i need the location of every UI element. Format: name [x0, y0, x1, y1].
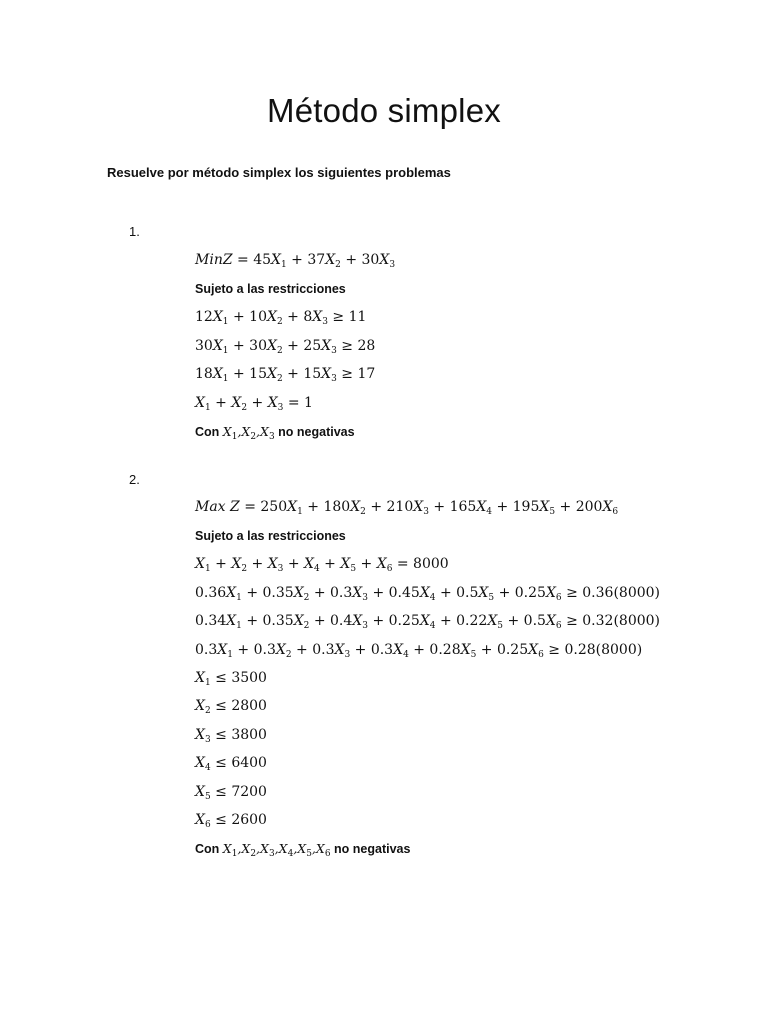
- page-title: Método simplex: [267, 92, 501, 129]
- problem-1-constraint: $12X_1 + 10X_2 + 8X_3 \ge 11$: [195, 309, 367, 327]
- instruction: Resuelve por método simplex los siguientes problemas: [107, 165, 451, 180]
- problem-2-constraint: $X_1 \le 3500$: [195, 670, 267, 688]
- problem-2-constraint: $X_2 \le 2800$: [195, 698, 267, 716]
- problem-1-nonnegativity: Con $X_1,X_2,X_3$ no negativas: [195, 424, 355, 442]
- problem-1-constraint: $X_1 + X_2 + X_3 = 1$: [195, 395, 313, 413]
- problem-1-number: 1.: [129, 224, 140, 239]
- problem-2-constraint: $X_6 \le 2600$: [195, 812, 267, 830]
- problem-2-constraint: $0.34X_1 + 0.35X_2 + 0.4X_3 + 0.25X_4 + 0.22X_5 + 0.5X_6 \ge 0.32(8000)$: [195, 613, 660, 631]
- problem-1-constraint: $18X_1 + 15X_2 + 15X_3 \ge 17$: [195, 366, 376, 384]
- problem-2-constraint: $X_5 \le 7200$: [195, 784, 267, 802]
- problem-2-constraints-heading: Sujeto a las restricciones: [195, 529, 346, 543]
- problem-2-objective: Max $Z = 250X_1 + 180X_2 + 210X_3 + 165X_4 + 195X_5 + 200X_6$: [195, 499, 619, 517]
- problem-2-constraint: $X_3 \le 3800$: [195, 727, 267, 745]
- problem-2-number: 2.: [129, 472, 140, 487]
- problem-2-constraint: $0.3X_1 + 0.3X_2 + 0.3X_3 + 0.3X_4 + 0.28X_5 + 0.25X_6 \ge 0.28(8000)$: [195, 642, 643, 660]
- problem-1-constraint: $30X_1 + 30X_2 + 25X_3 \ge 28$: [195, 338, 376, 356]
- problem-2-nonnegativity: Con $X_1,X_2,X_3,X_4,X_5,X_6$ no negativas: [195, 841, 411, 859]
- problem-2-constraint: $0.36X_1 + 0.35X_2 + 0.3X_3 + 0.45X_4 + 0.5X_5 + 0.25X_6 \ge 0.36(8000)$: [195, 585, 660, 603]
- problem-2-constraint: $X_4 \le 6400$: [195, 755, 267, 773]
- problem-1-constraints-heading: Sujeto a las restricciones: [195, 282, 346, 296]
- problem-2-constraint: $X_1 + X_2 + X_3 + X_4 + X_5 + X_6 = 8000$: [195, 556, 449, 574]
- problem-1-objective: MinZ = $45X_1 + 37X_2 + 30X_3$: [195, 252, 396, 270]
